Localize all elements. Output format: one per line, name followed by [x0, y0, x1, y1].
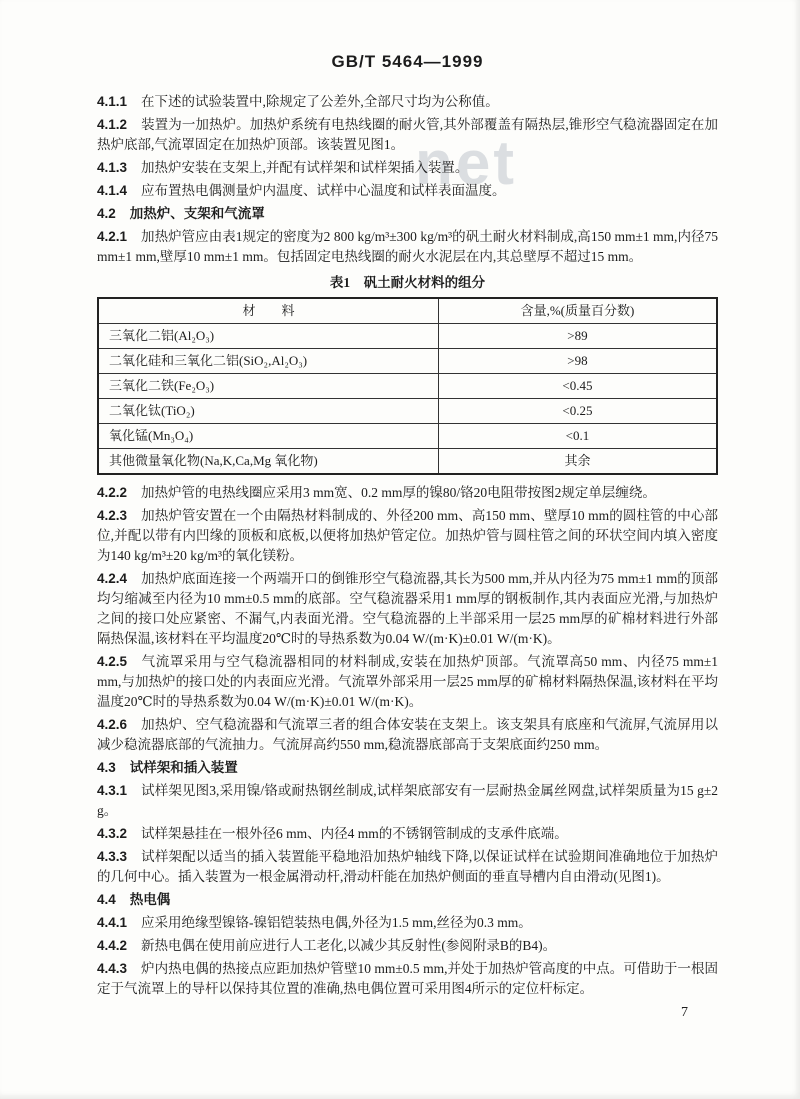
clause-4-3-3 [97, 847, 718, 887]
section-title: 热电偶 [129, 892, 171, 907]
content-cell: <0.1 [438, 424, 717, 449]
clause-number: 4.4 [97, 892, 116, 907]
clause-4-3-2 [97, 824, 718, 844]
clause-number: 4.1.3 [97, 160, 128, 175]
clause-number: 4.2.4 [97, 571, 128, 586]
clause-text: 炉内热电偶的热接点应距加热炉管壁10 mm±0.5 mm,并处于加热炉管高度的中点。可借助于一根固定于气流罩上的导杆以保持其位置的准确,热电偶位置可采用图4所示的定位杆标定。 [97, 961, 718, 996]
clause-text: 应布置热电偶测量炉内温度、试样中心温度和试样表面温度。 [141, 183, 506, 198]
clause-number: 4.4.1 [97, 915, 128, 930]
clause-text: 新热电偶在使用前应进行人工老化,以减少其反射性(参阅附录B的B4)。 [141, 938, 557, 953]
page-number: 7 [681, 1005, 688, 1020]
clause-text: 装置为一加热炉。加热炉系统有电热线圈的耐火管,其外部覆盖有隔热层,锥形空气稳流器固定在加热炉底部,气流罩固定在加热炉顶部。该装置见图1。 [97, 117, 718, 152]
table-row [98, 424, 717, 449]
content-cell: <0.25 [438, 399, 717, 424]
clause-4-1-2 [97, 115, 718, 155]
section-title: 试样架和插入装置 [129, 760, 238, 775]
clause-number: 4.1.2 [97, 117, 128, 132]
clause-number: 4.3.2 [97, 826, 128, 841]
clause-number: 4.4.2 [97, 938, 128, 953]
clause-text: 加热炉管的电热线圈应采用3 mm宽、0.2 mm厚的镍80/铬20电阻带按图2规定单层缠绕。 [141, 485, 656, 500]
clause-4-1-1 [97, 92, 718, 112]
material-cell: 其他微量氧化物(Na,K,Ca,Mg 氧化物) [98, 449, 438, 475]
clause-4-2-4 [97, 569, 718, 649]
clause-number: 4.2.2 [97, 485, 128, 500]
clause-number: 4.2.1 [97, 229, 128, 244]
clause-text: 加热炉安装在支架上,并配有试样架和试样架插入装置。 [141, 160, 469, 175]
clause-text: 气流罩采用与空气稳流器相同的材料制成,安装在加热炉顶部。气流罩高50 mm、内径75 mm±1 mm,与加热炉的接口处的内表面应光滑。气流罩外部采用一层25 mm厚的矿棉材料隔热保温,该材料在平均温度20℃时的导热系数为0.04 W/(m·K)±0.01 W/(m·K)。 [97, 654, 718, 709]
clause-text: 试样架配以适当的插入装置能平稳地沿加热炉轴线下降,以保证试样在试验期间准确地位于加热炉的几何中心。插入装置为一根金属滑动杆,滑动杆能在加热炉侧面的垂直导槽内自由滑动(见图1)。 [97, 849, 718, 884]
column-header-content: 含量,%(质量百分数) [438, 298, 717, 324]
clause-text: 加热炉管安置在一个由隔热材料制成的、外径200 mm、高150 mm、壁厚10 mm的圆柱管的中心部位,并配以带有内凹缘的顶板和底板,以便将加热炉管定位。加热炉管与圆柱管之间的环状空间内填入密度为140 kg/m³±20 kg/m³的氧化镁粉。 [97, 508, 718, 563]
material-cell: 二氧化硅和三氧化二铝(SiO₂,Al₂O₃) [98, 349, 438, 374]
clause-number: 4.2.6 [97, 717, 128, 732]
clause-text: 试样架见图3,采用镍/铬或耐热钢丝制成,试样架底部安有一层耐热金属丝网盘,试样架质量为15 g±2 g。 [97, 783, 718, 818]
clause-4-3-1 [97, 781, 718, 821]
content-cell: >98 [438, 349, 717, 374]
clause-number: 4.1.1 [97, 94, 128, 109]
clause-text: 在下述的试验装置中,除规定了公差外,全部尺寸均为公称值。 [141, 94, 499, 109]
content-cell: >89 [438, 324, 717, 349]
clause-4-2-5 [97, 652, 718, 712]
clause-text: 应采用绝缘型镍铬-镍铝铠装热电偶,外径为1.5 mm,丝径为0.3 mm。 [141, 915, 532, 930]
table-row [98, 449, 717, 475]
section-heading-4-4 [97, 890, 718, 910]
material-cell: 三氧化二铁(Fe₂O₃) [98, 374, 438, 399]
clause-4-1-3 [97, 158, 718, 178]
table-row [98, 399, 717, 424]
clause-4-2-3 [97, 506, 718, 566]
clause-text: 加热炉、空气稳流器和气流罩三者的组合体安装在支架上。该支架具有底座和气流屏,气流屏用以减少稳流器底部的气流抽力。气流屏高约550 mm,稳流器底部高于支架底面约250 mm。 [97, 717, 718, 752]
watermark: net [415, 129, 517, 198]
clause-number: 4.4.3 [97, 961, 128, 976]
clause-4-4-3 [97, 959, 718, 999]
table-caption: 表1 矾土耐火材料的组分 [329, 275, 486, 290]
clause-4-1-4 [97, 181, 718, 201]
table-header-row [98, 298, 717, 324]
clause-number: 4.3.3 [97, 849, 128, 864]
table-row [98, 349, 717, 374]
clause-text: 加热炉管应由表1规定的密度为2 800 kg/m³±300 kg/m³的矾土耐火材料制成,高150 mm±1 mm,内径75 mm±1 mm,壁厚10 mm±1 mm。包括固定电热线圈的耐火水泥层在内,其总壁厚不超过15 mm。 [97, 229, 718, 264]
standard-code: GB/T 5464—1999 [331, 52, 484, 71]
material-cell: 三氧化二铝(Al₂O₃) [98, 324, 438, 349]
content-cell: <0.45 [438, 374, 717, 399]
content-cell: 其余 [438, 449, 717, 475]
clause-4-4-2 [97, 936, 718, 956]
table-row [98, 324, 717, 349]
clause-number: 4.2.3 [97, 508, 128, 523]
clause-number: 4.1.4 [97, 183, 128, 198]
material-cell: 氧化锰(Mn₃O₄) [98, 424, 438, 449]
clause-number: 4.3.1 [97, 783, 128, 798]
table-row [98, 374, 717, 399]
clause-number: 4.3 [97, 760, 116, 775]
clause-number: 4.2.5 [97, 654, 128, 669]
materials-table [97, 297, 718, 475]
clause-4-2-2 [97, 483, 718, 503]
clause-4-2-1 [97, 227, 718, 267]
column-header-material: 材 料 [98, 298, 438, 324]
section-heading-4-2 [97, 204, 718, 224]
clause-4-4-1 [97, 913, 718, 933]
clause-4-2-6 [97, 715, 718, 755]
material-cell: 二氧化钛(TiO₂) [98, 399, 438, 424]
clause-number: 4.2 [97, 206, 116, 221]
clause-text: 加热炉底面连接一个两端开口的倒锥形空气稳流器,其长为500 mm,并从内径为75 mm±1 mm的顶部均匀缩减至内径为10 mm±0.5 mm的底部。空气稳流器采用1 mm厚的钢板制作,其内表面应光滑,与加热炉之间的接口处应紧密、不漏气,内表面光滑。空气稳流器的上半部采用一层25 mm厚的矿棉材料进行外部隔热保温,该材料在平均温度20℃时的导热系数为0.04 W/(m·K)±0.01 W/(m·K)。 [97, 571, 718, 646]
section-title: 加热炉、支架和气流罩 [129, 206, 265, 221]
section-heading-4-3 [97, 758, 718, 778]
clause-text: 试样架悬挂在一根外径6 mm、内径4 mm的不锈钢管制成的支承件底端。 [141, 826, 568, 841]
